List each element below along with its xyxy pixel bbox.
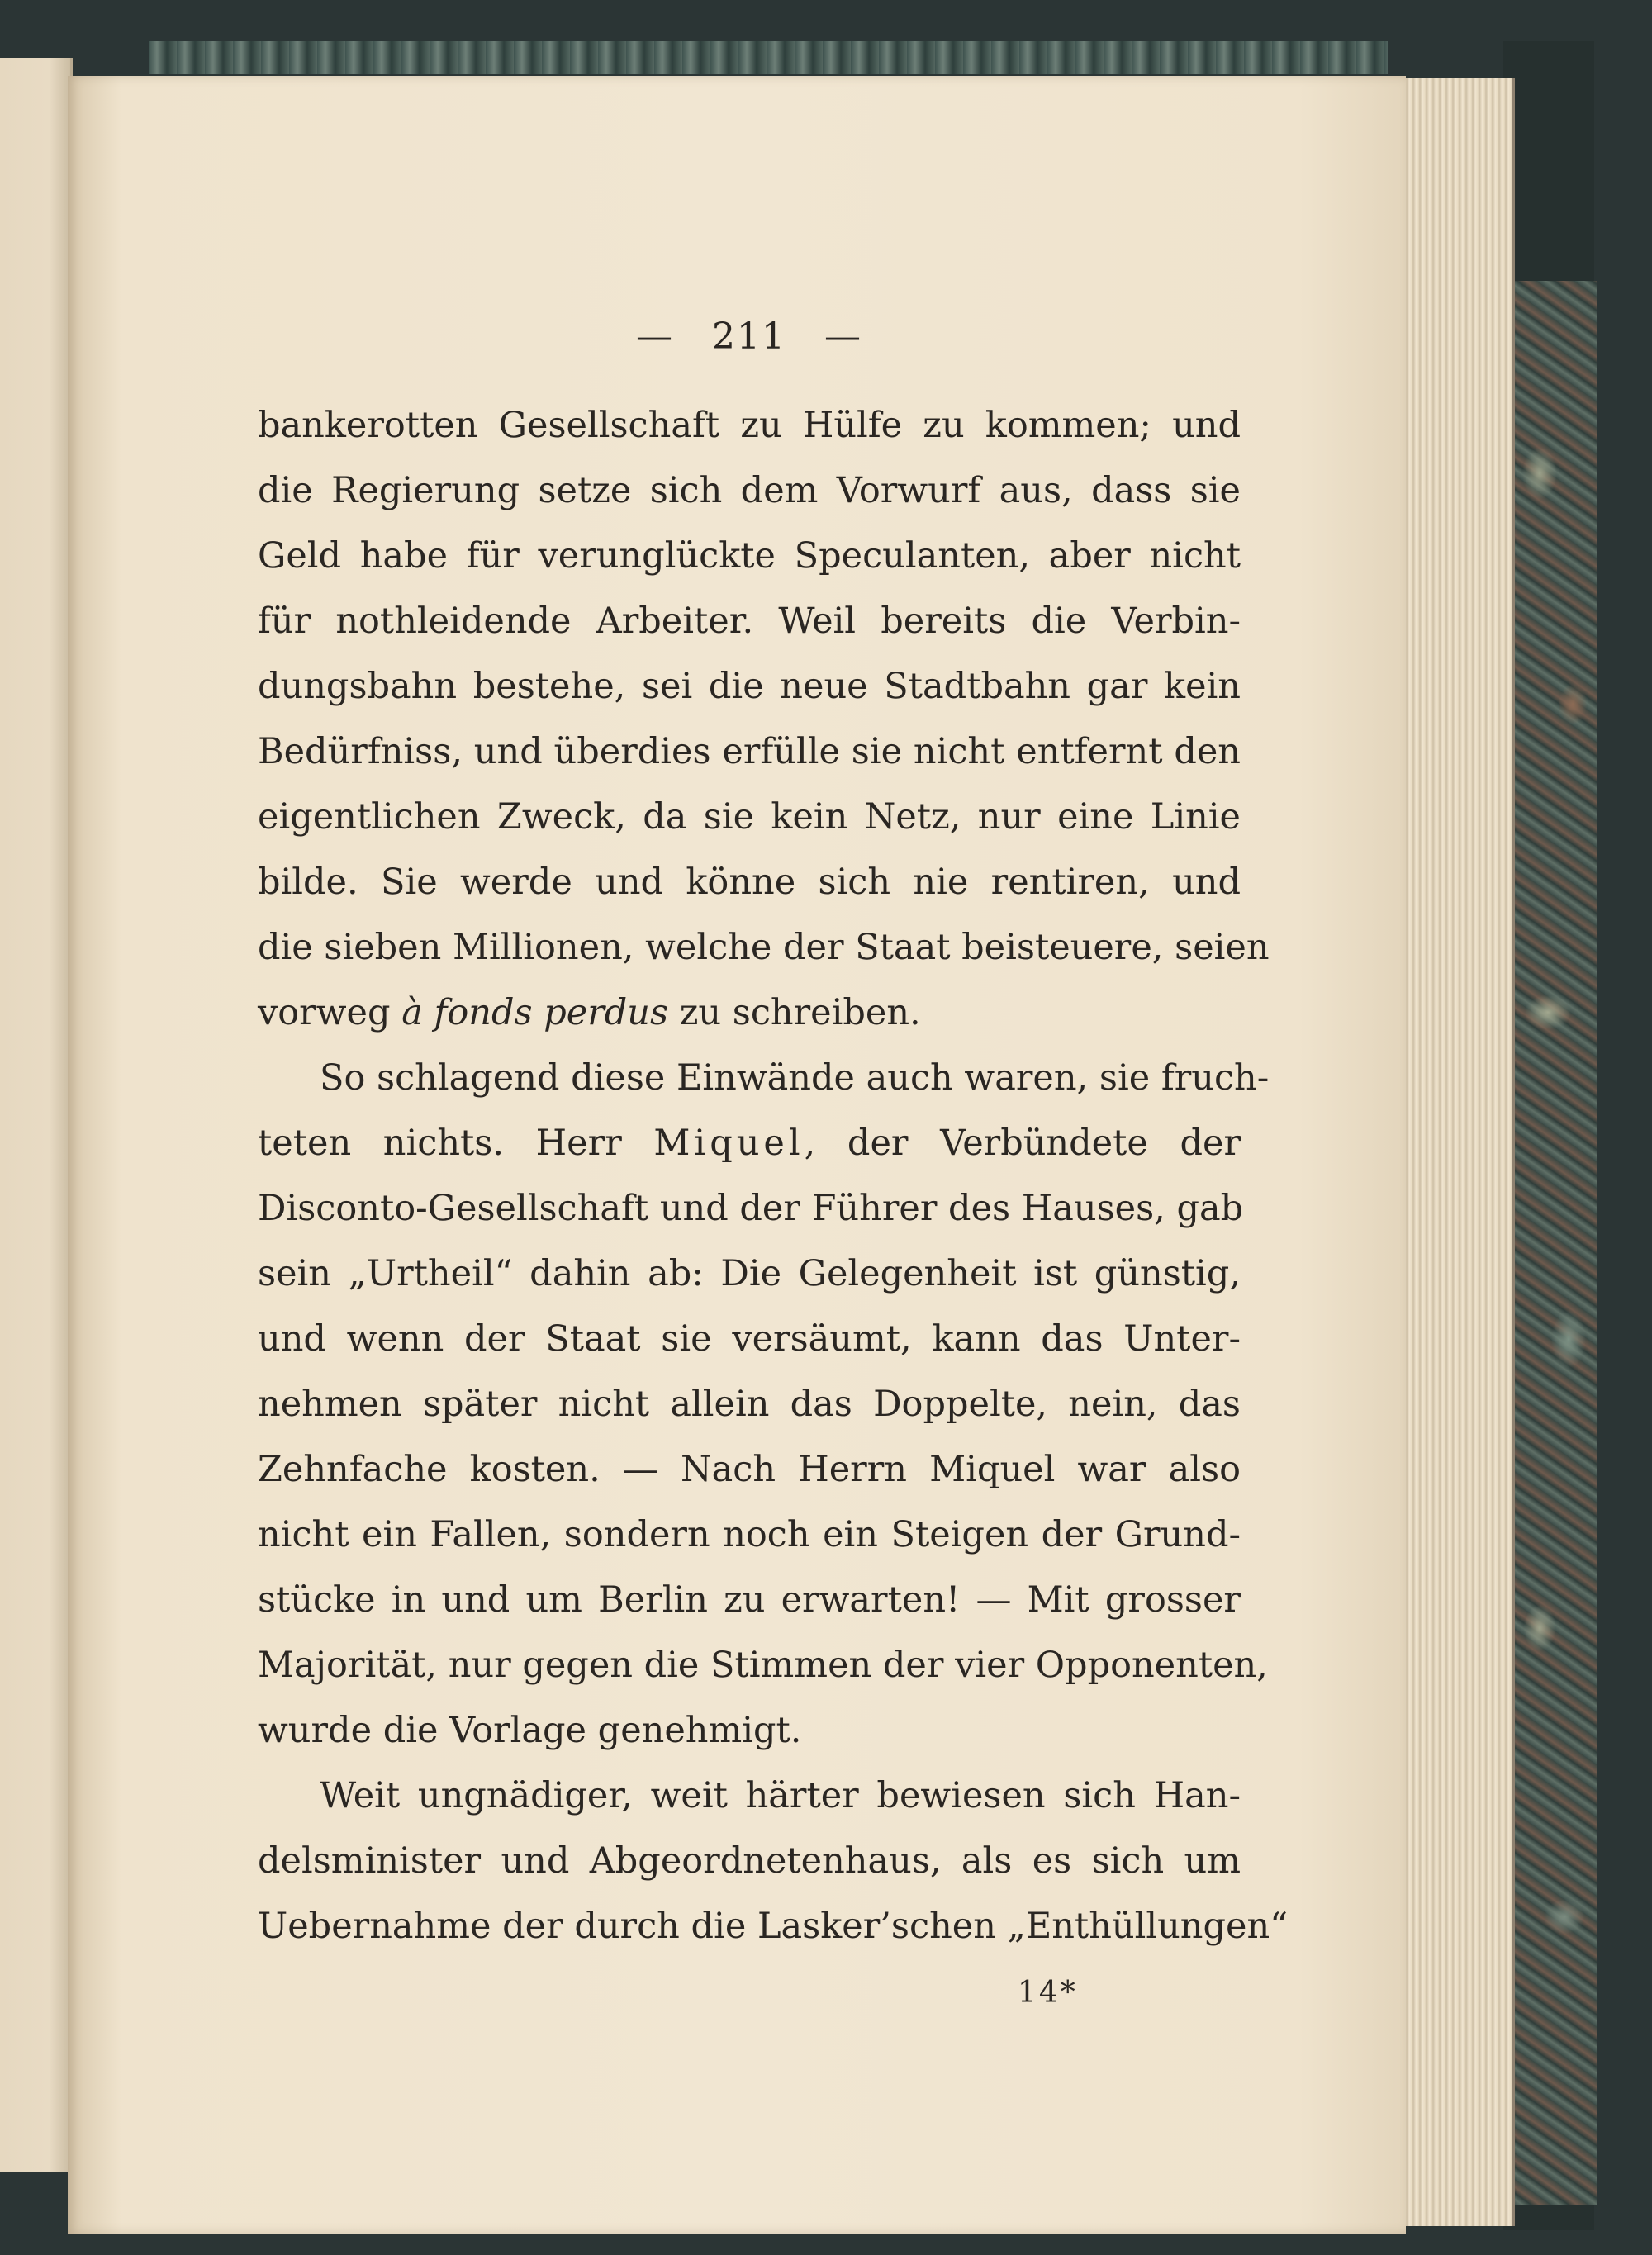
text-line: für nothleidende Arbeiter. Weil bereits die Verbin- (258, 601, 1241, 642)
sheet-signature: 14* (1018, 1976, 1078, 2010)
text-line: bankerotten Gesellschaft zu Hülfe zu kommen; und (258, 405, 1241, 446)
text-line (258, 992, 1241, 1033)
text-line: wurde die Vorlage genehmigt. (258, 1710, 802, 1751)
text-line: Zehnfache kosten. — Nach Herrn Miquel war also (258, 1449, 1241, 1490)
marbled-endpaper (1512, 281, 1597, 2205)
text-line: dungsbahn bestehe, sei die neue Stadtbahn gar kein (258, 666, 1241, 707)
text-segment: zu schreiben. (668, 992, 921, 1033)
paragraph-first-line: Weit ungnädiger, weit härter bewiesen sich Han- (320, 1775, 1241, 1816)
italic-phrase: à fonds perdus (401, 992, 669, 1033)
text-segment: teten nichts. Herr (258, 1123, 654, 1164)
spaced-name: Miquel (653, 1123, 805, 1164)
text-line: sein „Urtheil“ dahin ab: Die Gelegenheit ist günstig, (258, 1253, 1241, 1294)
text-line: Majorität, nur gegen die Stimmen der vier Opponenten, (258, 1645, 1268, 1686)
marbled-top-band (149, 41, 1388, 74)
text-line: Disconto-Gesellschaft und der Führer des Hauses, gab (258, 1188, 1244, 1229)
text-line: die sieben Millionen, welche der Staat beisteuere, seien (258, 927, 1270, 968)
text-segment: vorweg (258, 992, 402, 1033)
previous-page-edge (0, 58, 73, 2172)
text-segment: , der Verbündete der (804, 1123, 1241, 1164)
paragraph-first-line: So schlagend diese Einwände auch waren, sie fruch- (320, 1057, 1270, 1099)
text-line: stücke in und um Berlin zu erwarten! — Mit grosser (258, 1579, 1241, 1621)
book-page (68, 76, 1406, 2234)
header-dash-left: — (636, 316, 674, 358)
text-line: Bedürfniss, und überdies erfülle sie nicht entfernt den (258, 731, 1241, 772)
text-line (258, 1123, 1241, 1164)
text-line: Geld habe für verunglückte Speculanten, aber nicht (258, 535, 1241, 577)
text-line: nehmen später nicht allein das Doppelte, nein, das (258, 1384, 1241, 1425)
text-line: und wenn der Staat sie versäumt, kann das Unter- (258, 1318, 1241, 1360)
text-line: delsminister und Abgeordnetenhaus, als es sich um (258, 1840, 1241, 1882)
text-line: Uebernahme der durch die Lasker’schen „Enthüllungen“ (258, 1906, 1289, 1947)
page-edges (1403, 78, 1515, 2226)
running-head (258, 316, 1241, 358)
text-line: nicht ein Fallen, sondern noch ein Steigen der Grund- (258, 1514, 1241, 1555)
header-dash-right: — (824, 316, 862, 358)
text-line: eigentlichen Zweck, da sie kein Netz, nur eine Linie (258, 796, 1241, 838)
text-line: die Regierung setze sich dem Vorwurf aus, dass sie (258, 470, 1241, 511)
text-line: bilde. Sie werde und könne sich nie rentiren, und (258, 862, 1241, 903)
page-number: 211 (712, 316, 786, 358)
